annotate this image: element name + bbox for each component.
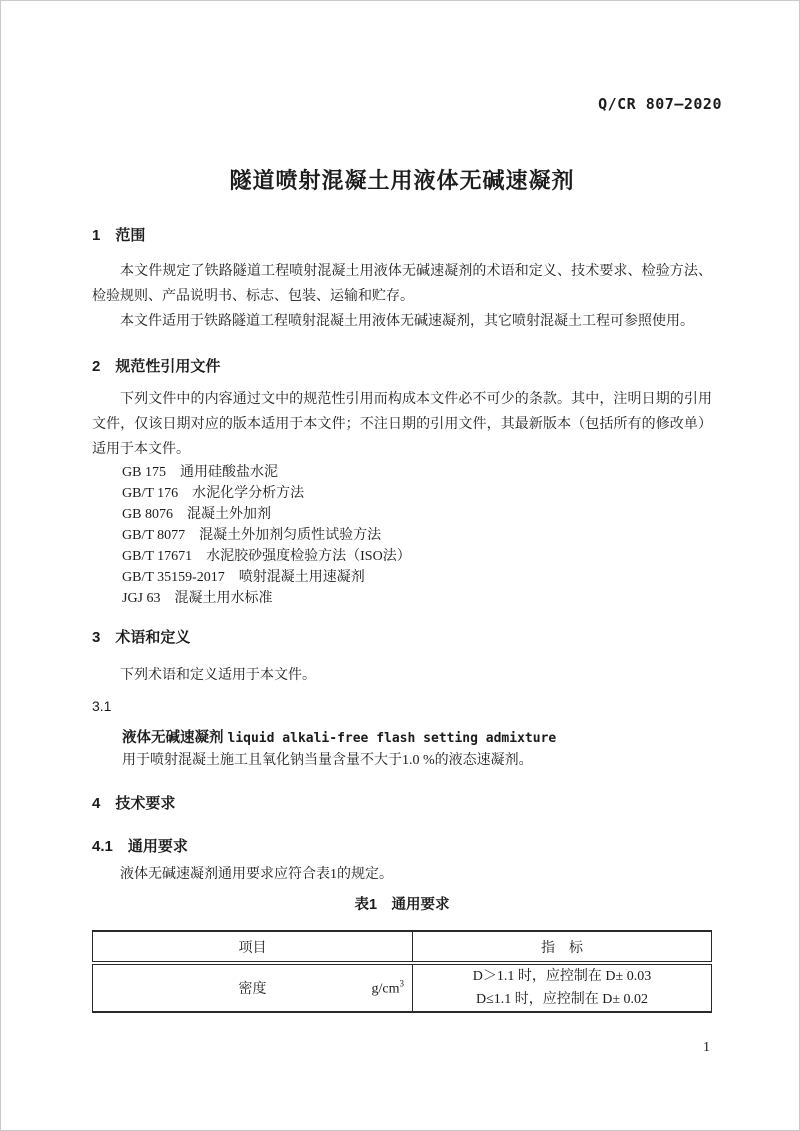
table-1-caption: 表1 通用要求 xyxy=(354,897,450,913)
page-number: 1 xyxy=(703,1040,710,1055)
section-2-paragraph-1: 下列文件中的内容通过文中的规范性引用而构成本文件必不可少的条款。其中，注明日期的引用文件，仅该日期对应的版本适用于本文件；不注日期的引用文件，其最新版本（包括所有的修改单）适用于本文件。 xyxy=(92,392,712,457)
cell-indicator xyxy=(413,963,712,1012)
section-3-paragraph-1: 下列术语和定义适用于本文件。 xyxy=(120,668,316,683)
term-definition-title xyxy=(92,728,712,748)
unit-exponent: 3 xyxy=(399,978,404,989)
normative-references-list xyxy=(92,462,712,609)
reference-item: GB 8076 混凝土外加剂 xyxy=(122,507,271,522)
indicator-line: D≤1.1 时，应控制在 D± 0.02 xyxy=(475,992,649,1007)
general-requirements-table xyxy=(92,930,712,1013)
unit-base: g/cm xyxy=(371,981,400,997)
section-4-heading: 4 技术要求 xyxy=(92,795,176,812)
table-header-row xyxy=(93,931,712,963)
doc-code: Q/CR 807—2020 xyxy=(598,95,722,113)
reference-item: GB/T 8077 混凝土外加剂匀质性试验方法 xyxy=(122,528,382,543)
section-1-paragraph-1: 本文件规定了铁路隧道工程喷射混凝土用液体无碱速凝剂的术语和定义、技术要求、检验方法、检验规则、产品说明书、标志、包装、运输和贮存。 xyxy=(92,264,712,304)
indicator-line: D＞1.1 时，应控制在 D± 0.03 xyxy=(472,969,652,984)
section-1-heading: 1 范围 xyxy=(92,227,146,244)
cell-item-name xyxy=(93,963,413,1012)
clause-number-3-1: 3.1 xyxy=(92,698,112,714)
section-4-1-heading: 4.1 通用要求 xyxy=(92,838,188,855)
section-3-heading: 3 术语和定义 xyxy=(92,629,191,646)
table-row xyxy=(93,963,712,1012)
section-4-1-paragraph-1: 液体无碱速凝剂通用要求应符合表1的规定。 xyxy=(120,867,393,882)
column-header-indicator: 指 标 xyxy=(413,931,712,963)
reference-item: GB 175 通用硅酸盐水泥 xyxy=(122,465,278,480)
item-name: 密度 xyxy=(238,982,267,997)
reference-item: GB/T 17671 水泥胶砂强度检验方法（ISO法） xyxy=(122,549,411,564)
page-title: 隧道喷射混凝土用液体无碱速凝剂 xyxy=(229,168,575,193)
term-definition-text: 用于喷射混凝土施工且氧化钠当量含量不大于1.0 %的液态速凝剂。 xyxy=(122,753,533,768)
section-1-paragraph-2: 本文件适用于铁路隧道工程喷射混凝土用液体无碱速凝剂，其它喷射混凝土工程可参照使用。 xyxy=(120,314,694,329)
reference-item: JGJ 63 混凝土用水标准 xyxy=(122,591,273,606)
section-2-heading: 2 规范性引用文件 xyxy=(92,358,221,375)
column-header-item: 项目 xyxy=(93,931,413,963)
reference-item: GB/T 35159-2017 喷射混凝土用速凝剂 xyxy=(122,570,365,585)
term-english: liquid alkali-free flash setting admixture xyxy=(227,731,557,746)
term-chinese: 液体无碱速凝剂 xyxy=(122,730,224,746)
item-unit xyxy=(372,979,405,998)
reference-item: GB/T 176 水泥化学分析方法 xyxy=(122,486,305,501)
